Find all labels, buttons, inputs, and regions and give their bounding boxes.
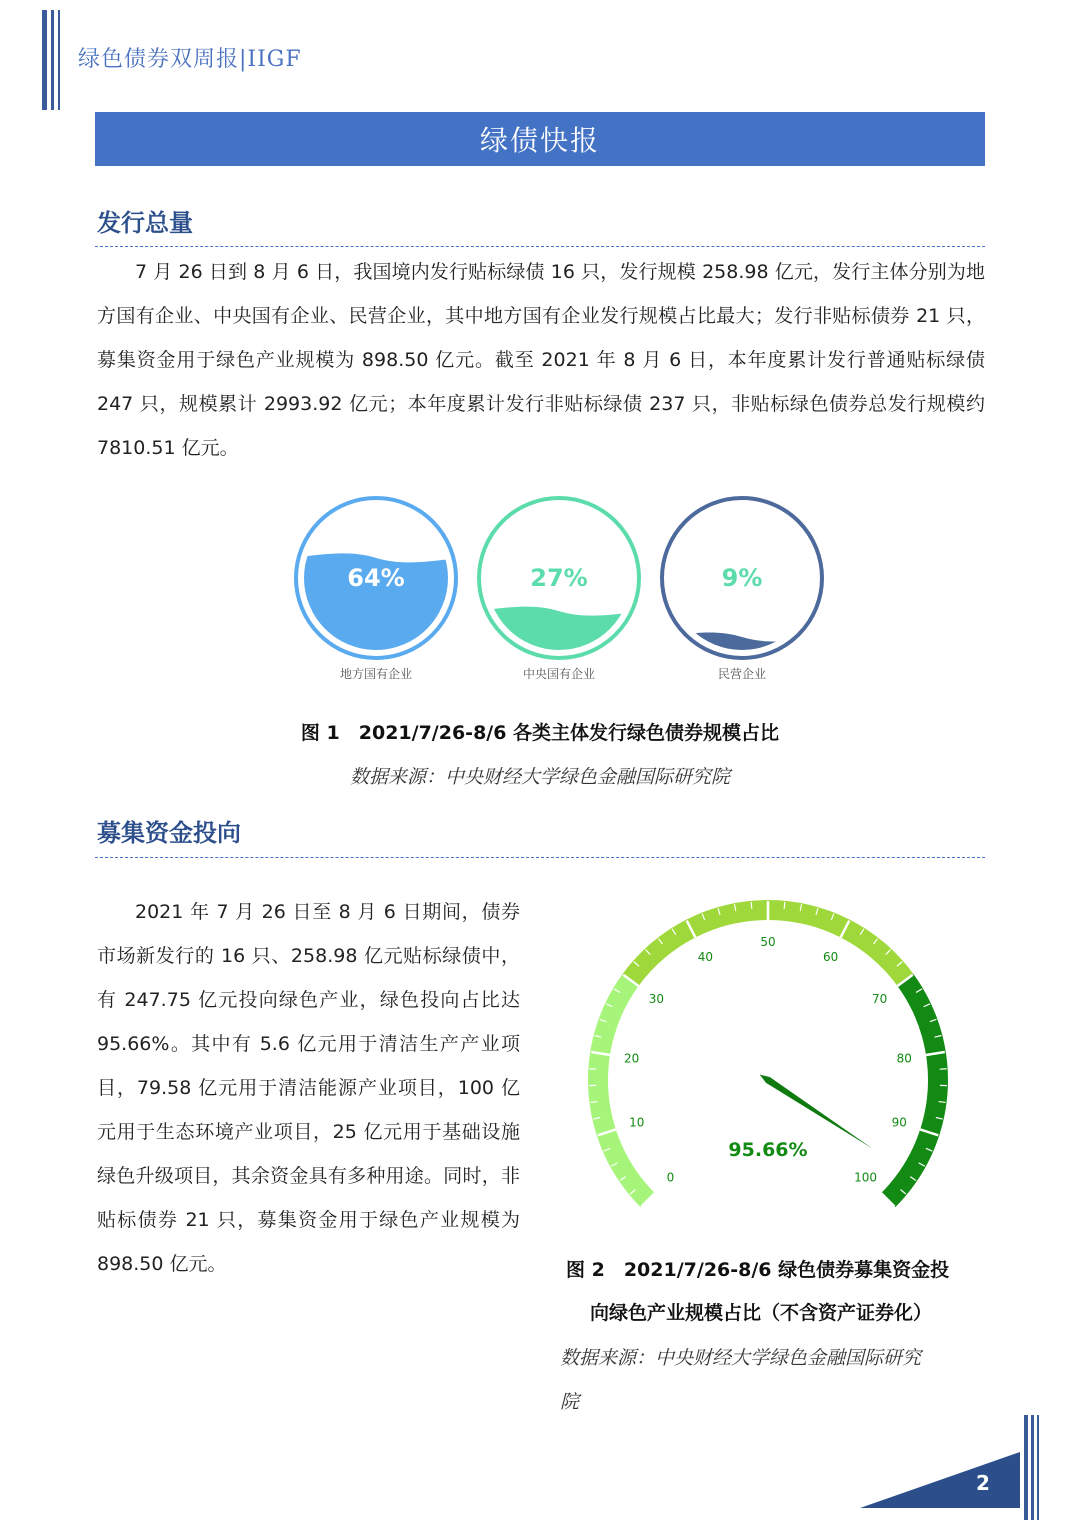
gauge-tick-label: 50	[760, 935, 776, 949]
liquid-value-label-2: 9%	[721, 564, 763, 592]
gauge-tick-label: 40	[697, 950, 713, 965]
section-title-fund-use: 募集资金投向	[97, 819, 241, 847]
section-banner: 绿债快报	[95, 112, 985, 166]
footer-bar-2	[1031, 1415, 1034, 1520]
gauge-tick-label: 100	[854, 1170, 878, 1185]
gauge-tick-label: 10	[629, 1115, 645, 1130]
liquid-series-name-1: 中央国有企业	[522, 667, 596, 681]
gauge-needle	[760, 1075, 873, 1149]
liquid-series-name-0: 地方国有企业	[339, 667, 413, 681]
gauge-band-0	[588, 974, 655, 1207]
page-number: 2	[976, 1471, 990, 1495]
header-bar-1	[42, 10, 47, 110]
section-divider-2	[95, 857, 985, 858]
gauge-tick-label: 80	[896, 1051, 912, 1066]
section-divider-1	[95, 246, 985, 247]
liquid-fill-chart	[280, 490, 840, 690]
gauge-tick-label: 0	[666, 1170, 675, 1185]
footer-bar-1	[1024, 1415, 1028, 1520]
gauge-value-label: 95.66%	[728, 1139, 808, 1161]
gauge-minor-tick	[784, 902, 785, 909]
figure-2-source-line2: 院	[560, 1391, 580, 1413]
header-bar-3	[58, 10, 60, 110]
figure-1-source: 数据来源：中央财经大学绿色金融国际研究院	[349, 766, 730, 788]
figure-2-caption-line2: 向绿色产业规模占比（不含资产证券化）	[590, 1302, 933, 1324]
section-title-issuance: 发行总量	[97, 209, 193, 237]
figure-2-caption-line1: 图 2 2021/7/26-8/6 绿色债券募集资金投	[566, 1259, 950, 1281]
gauge-tick-label: 30	[648, 991, 664, 1006]
figure-1-caption: 图 1 2021/7/26-8/6 各类主体发行绿色债券规模占比	[300, 722, 780, 744]
gauge-tick-label: 90	[891, 1115, 907, 1130]
footer-bar-3	[1037, 1415, 1039, 1520]
fund-use-paragraph: 2021 年 7 月 26 日至 8 月 6 日期间，债券市场新发行的 16 只、258.98 亿元贴标绿债中，有 247.75 亿元投向绿色产业，绿色投向占比达 95.66%。其中有 5.6 亿元用于清洁生产产业项目，79.58 亿元用于清洁能源产业项目，100 亿元用于生态环境产业项目，25 亿元用于基础设施绿色升级项目，其余资金具有多种用途。同时，非贴标债券 21 只，募集资金用于绿色产业规模为 898.50 亿元。	[97, 901, 520, 1275]
liquid-fill-2	[660, 633, 824, 660]
gauge-chart	[568, 880, 968, 1220]
liquid-series-name-2: 民营企业	[717, 667, 767, 681]
report-header-title: 绿色债券双周报|IIGF	[78, 47, 302, 72]
issuance-paragraph: 7 月 26 日到 8 月 6 日，我国境内发行贴标绿债 16 只，发行规模 258.98 亿元，发行主体分别为地方国有企业、中央国有企业、民营企业，其中地方国有企业发行规模占比最大；发行非贴标债券 21 只，募集资金用于绿色产业规模为 898.50 亿元。截至 2021 年 8 月 6 日，本年度累计发行普通贴标绿债 247 只，规模累计 2993.92 亿元；本年度累计发行非贴标绿债 237 只，非贴标绿色债券总发行规模约 7810.51 亿元。	[97, 261, 985, 459]
liquid-value-label-1: 27%	[530, 564, 588, 592]
gauge-minor-tick	[751, 902, 752, 909]
gauge-tick-label: 70	[872, 991, 888, 1006]
gauge-band-2	[881, 974, 948, 1207]
gauge-tick-label: 20	[624, 1051, 640, 1066]
figure-2-source-line1: 数据来源：中央财经大学绿色金融国际研究	[560, 1347, 922, 1369]
gauge-tick-label: 60	[823, 950, 839, 965]
liquid-value-label-0: 64%	[347, 564, 405, 592]
header-bar-2	[51, 10, 54, 110]
